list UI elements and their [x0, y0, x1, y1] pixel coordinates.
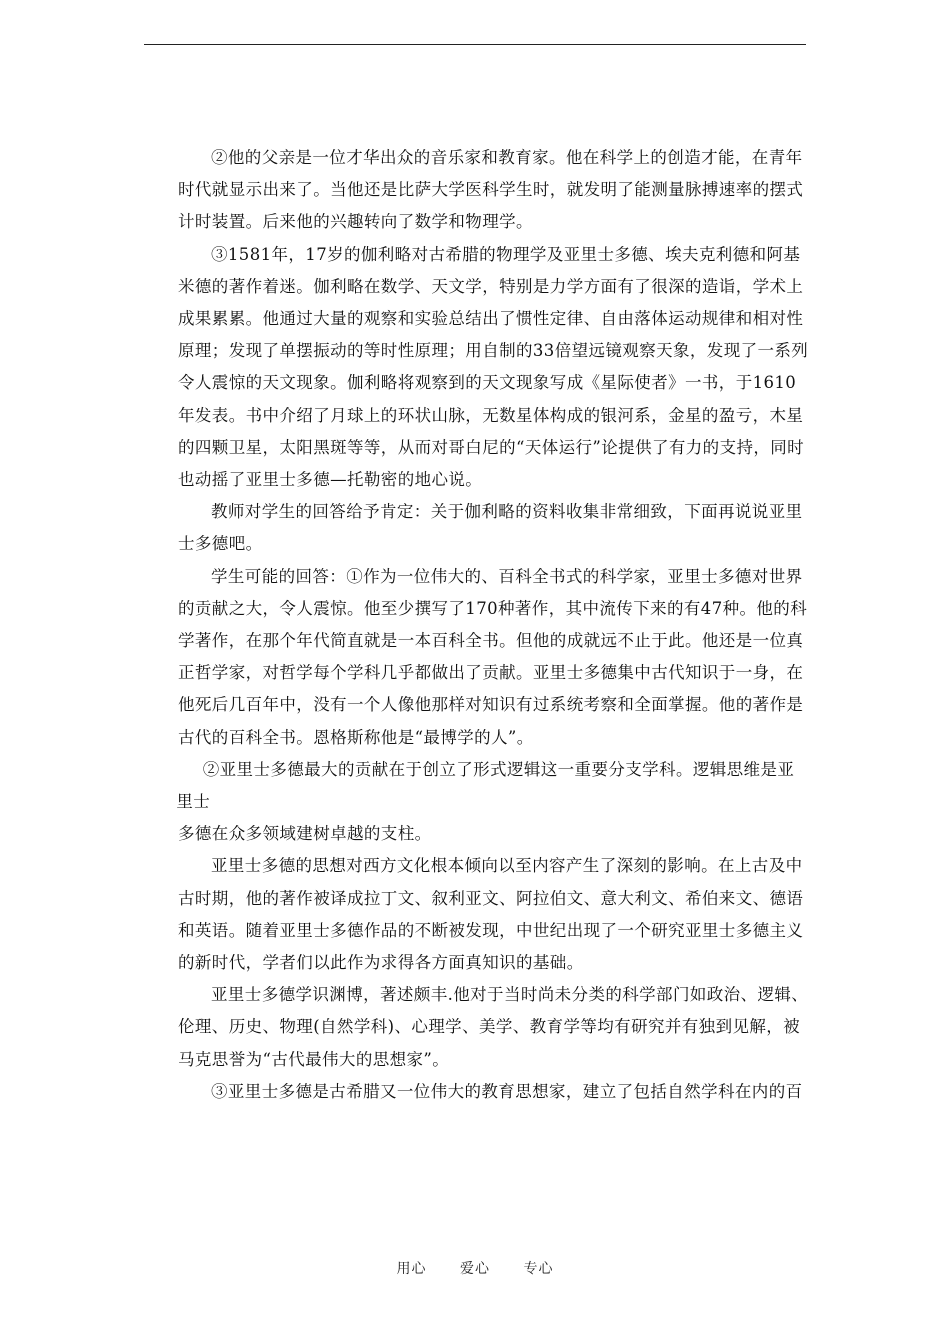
paragraph: ③1581年，17岁的伽利略对古希腊的物理学及亚里士多德、埃夫克利德和阿基米德的著作着迷。伽利略在数学、天文学，特别是力学方面有了很深的造诣，学术上成果累累。他通过大量的观察和实验总结出了惯性定律、自由落体运动规律和相对性原理；发现了单摆振动的等时性原理；用自制的33倍望远镜观察天象，发现了一系列令人震惊的天文现象。伽利略将观察到的天文现象写成《星际使者》一书，于1610年发表。书中介绍了月球上的环状山脉，无数星体构成的银河系，金星的盈亏，木星的四颗卫星，太阳黑斑等等，从而对哥白尼的“天体运行”论提供了有力的支持，同时也动摇了亚里士多德—托勒密的地心说。: [178, 244, 809, 490]
document-body: [178, 142, 810, 1108]
header-rule: [144, 44, 806, 45]
paragraph: 学生可能的回答：①作为一位伟大的、百科全书式的科学家，亚里士多德对世界的贡献之大，令人震惊。他至少撰写了170种著作，其中流传下来的有47种。他的科学著作，在那个年代简直就是一本百科全书。但他的成就远不止于此。他还是一位真正哲学家，对哲学每个学科几乎都做出了贡献。亚里士多德集中古代知识于一身，在他死后几百年中，没有一个人像他那样对知识有过系统考察和全面掌握。他的著作是古代的百科全书。恩格斯称他是“最博学的人”。: [178, 566, 808, 747]
paragraph: ②亚里士多德最大的贡献在于创立了形式逻辑这一重要分支学科。逻辑思维是亚里士: [176, 759, 795, 812]
paragraph: ②他的父亲是一位才华出众的音乐家和教育家。他在科学上的创造才能，在青年时代就显示出来了。当他还是比萨大学医科学生时，就发明了能测量脉搏速率的摆式计时装置。后来他的兴趣转向了数学和物理学。: [178, 148, 804, 232]
paragraph: ③亚里士多德是古希腊又一位伟大的教育思想家，建立了包括自然学科在内的百: [211, 1081, 803, 1101]
paragraph: 教师对学生的回答给予肯定：关于伽利略的资料收集非常细致，下面再说说亚里士多德吧。: [178, 502, 803, 554]
paragraph: 亚里士多德的思想对西方文化根本倾向以至内容产生了深刻的影响。在上古及中古时期，他的著作被译成拉丁文、叙利亚文、阿拉伯文、意大利文、希伯来文、德语和英语。随着亚里士多德作品的不断被发现，中世纪出现了一个研究亚里士多德主义的新时代，学者们以此作为求得各方面真知识的基础。: [178, 856, 804, 973]
footer-text: 爱心: [460, 1261, 490, 1277]
footer-text: 专心: [523, 1261, 554, 1277]
paragraph: 多德在众多领域建树卓越的支柱。: [178, 824, 432, 844]
footer-text: 用心: [396, 1261, 427, 1277]
paragraph: 亚里士多德学识渊博，著述颇丰.他对于当时尚未分类的科学部门如政治、逻辑、伦理、历史、物理(自然学科)、心理学、美学、教育学等均有研究并有独到见解，被马克思誉为“古代最伟大的思想家”。: [178, 985, 809, 1069]
page-footer: [0, 1258, 950, 1278]
